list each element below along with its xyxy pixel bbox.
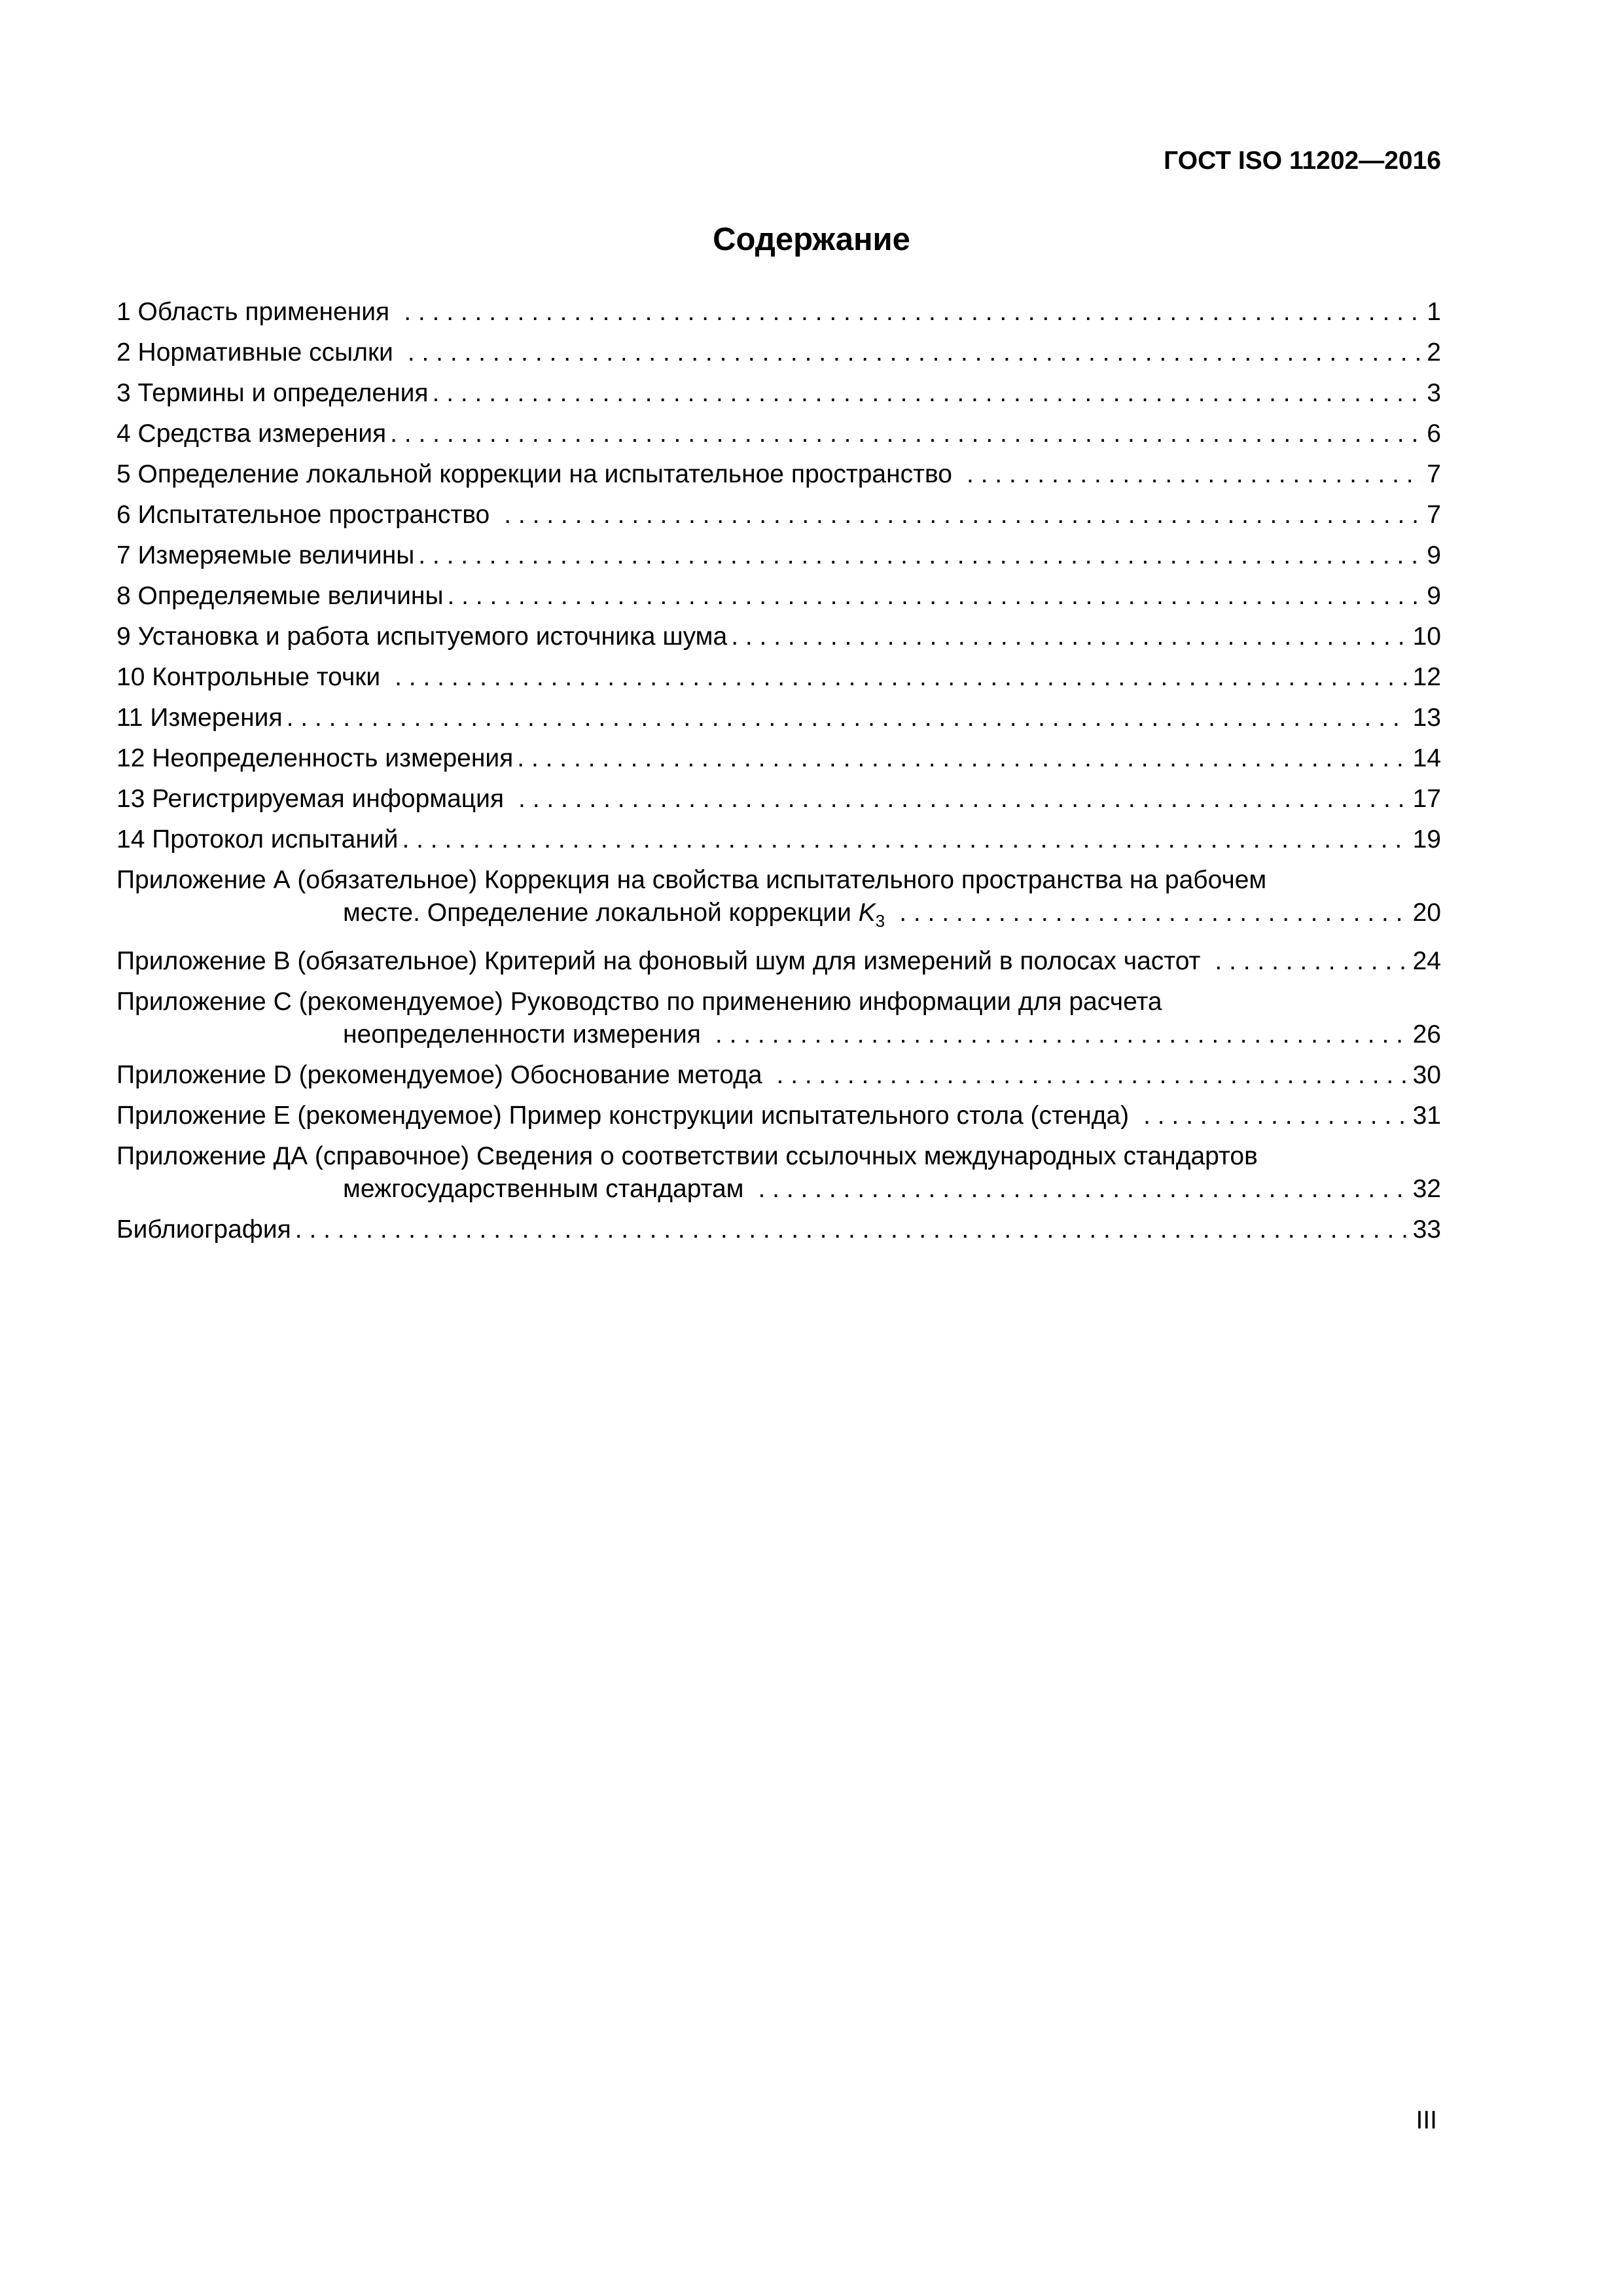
toc-entry-text: Приложение Е (рекомендуемое) Пример конструкции испытательного стола (стенда) — [116, 1101, 1130, 1130]
leader-dots — [715, 1018, 1409, 1051]
toc-entry-text: Приложение А (обязательное) Коррекция на свойства испытательного пространства на рабочем — [116, 866, 1267, 894]
toc-entry-1[interactable] — [116, 296, 1441, 329]
toc-entry-text: Приложение D (рекомендуемое) Обоснование метода — [116, 1060, 762, 1089]
table-of-contents — [116, 296, 1441, 1254]
toc-entry-12[interactable] — [116, 742, 1441, 775]
toc-appendix-b[interactable] — [116, 945, 1441, 978]
leader-dots — [287, 702, 1409, 734]
leader-dots — [295, 1213, 1409, 1246]
toc-page-number: 2 — [1427, 338, 1441, 367]
toc-entry-text: 6 Испытательное пространство — [116, 501, 490, 529]
leader-dots — [433, 377, 1423, 410]
leader-dots — [758, 1173, 1409, 1206]
toc-appendix-c[interactable] — [116, 986, 1441, 1051]
toc-entry-text: Приложение ДА (справочное) Сведения о соответствии ссылочных международных стандартов — [116, 1141, 1258, 1170]
toc-page-number: 33 — [1412, 1215, 1441, 1244]
leader-dots — [731, 620, 1408, 653]
toc-page-number: 10 — [1412, 622, 1441, 651]
toc-entry-10[interactable] — [116, 661, 1441, 694]
toc-entry-9[interactable] — [116, 620, 1441, 653]
toc-entry-text: 13 Регистрируемая информация — [116, 785, 505, 813]
toc-entry-13[interactable] — [116, 783, 1441, 816]
toc-page-number: 17 — [1412, 785, 1441, 813]
toc-page-number: 26 — [1412, 1020, 1441, 1049]
toc-entry-text: 2 Нормативные ссылки — [116, 338, 393, 367]
toc-entry-text: 12 Неопределенность измерения — [116, 744, 514, 772]
toc-page-number: 7 — [1427, 501, 1441, 529]
toc-page-number: 14 — [1412, 744, 1441, 772]
toc-entry-text: Приложение С (рекомендуемое) Руководство по применению информации для расчета — [116, 987, 1162, 1016]
leader-dots — [1143, 1100, 1409, 1132]
toc-entry-text: 14 Протокол испытаний — [116, 825, 399, 853]
leader-dots — [518, 783, 1409, 816]
toc-entry-text: 8 Определяемые величины — [116, 582, 444, 610]
toc-entry-text: 10 Контрольные точки — [116, 663, 381, 691]
toc-entry-text: 5 Определение локальной коррекции на испытательное пространство — [116, 460, 952, 488]
toc-entry-text: 11 Измерения — [116, 704, 283, 732]
toc-entry-text-continued: неопределенности измерения — [343, 1020, 701, 1049]
toc-appendix-e[interactable] — [116, 1100, 1441, 1132]
toc-entry-text-continued: межгосударственным стандартам — [343, 1174, 744, 1203]
leader-dots — [777, 1059, 1409, 1092]
toc-page-number: 12 — [1412, 663, 1441, 691]
leader-dots — [504, 499, 1423, 531]
leader-dots — [447, 580, 1423, 613]
leader-dots — [402, 823, 1408, 856]
toc-page-number: 7 — [1427, 460, 1441, 488]
toc-page-number: 13 — [1412, 704, 1441, 732]
toc-entry-4[interactable] — [116, 418, 1441, 450]
document-code: ГОСТ ISO 11202—2016 — [1164, 147, 1441, 175]
toc-entry-3[interactable] — [116, 377, 1441, 410]
toc-entry-text: 7 Измеряемые величины — [116, 541, 415, 569]
k-subscript: 3 — [875, 910, 885, 931]
toc-page-number: 32 — [1412, 1174, 1441, 1203]
toc-appendix-a[interactable] — [116, 864, 1441, 937]
page-number: III — [1416, 2106, 1437, 2134]
toc-page-number: 9 — [1427, 541, 1441, 569]
toc-entry-text: Приложение В (обязательное) Критерий на фоновый шум для измерений в полосах частот — [116, 946, 1201, 975]
toc-entry-text-continued: месте. Определение локальной коррекции $K_3$ — [343, 899, 885, 931]
toc-page-number: 1 — [1427, 298, 1441, 326]
toc-appendix-da[interactable] — [116, 1140, 1441, 1206]
leader-dots — [390, 418, 1423, 450]
toc-entry-8[interactable] — [116, 580, 1441, 613]
toc-page-number: 3 — [1427, 379, 1441, 407]
toc-page-number: 20 — [1412, 899, 1441, 927]
toc-page-number: 19 — [1412, 825, 1441, 853]
toc-entry-5[interactable] — [116, 458, 1441, 491]
toc-entry-text: 3 Термины и определения — [116, 379, 429, 407]
leader-dots — [395, 661, 1408, 694]
leader-dots — [404, 296, 1423, 329]
toc-entry-text: Библиография — [116, 1215, 291, 1244]
toc-entry-text: 4 Средства измерения — [116, 420, 387, 448]
toc-entry-text: 9 Установка и работа испытуемого источника шума — [116, 622, 728, 651]
toc-page-number: 6 — [1427, 420, 1441, 448]
page-title: Содержание — [713, 222, 910, 257]
toc-page-number: 30 — [1412, 1060, 1441, 1089]
toc-bibliography[interactable] — [116, 1213, 1441, 1246]
toc-page-number: 9 — [1427, 582, 1441, 610]
k-symbol: K — [858, 899, 876, 927]
toc-entry-2[interactable] — [116, 336, 1441, 369]
toc-entry-text: 1 Область применения — [116, 298, 390, 326]
toc-page-number: 31 — [1412, 1101, 1441, 1130]
leader-dots — [967, 458, 1423, 491]
leader-dots — [517, 742, 1408, 775]
toc-entry-14[interactable] — [116, 823, 1441, 856]
leader-dots — [418, 539, 1423, 572]
leader-dots — [899, 897, 1408, 929]
toc-entry-7[interactable] — [116, 539, 1441, 572]
toc-appendix-d[interactable] — [116, 1059, 1441, 1092]
leader-dots — [1215, 945, 1408, 978]
leader-dots — [408, 336, 1423, 369]
toc-entry-6[interactable] — [116, 499, 1441, 531]
toc-entry-11[interactable] — [116, 702, 1441, 734]
toc-page-number: 24 — [1412, 946, 1441, 975]
